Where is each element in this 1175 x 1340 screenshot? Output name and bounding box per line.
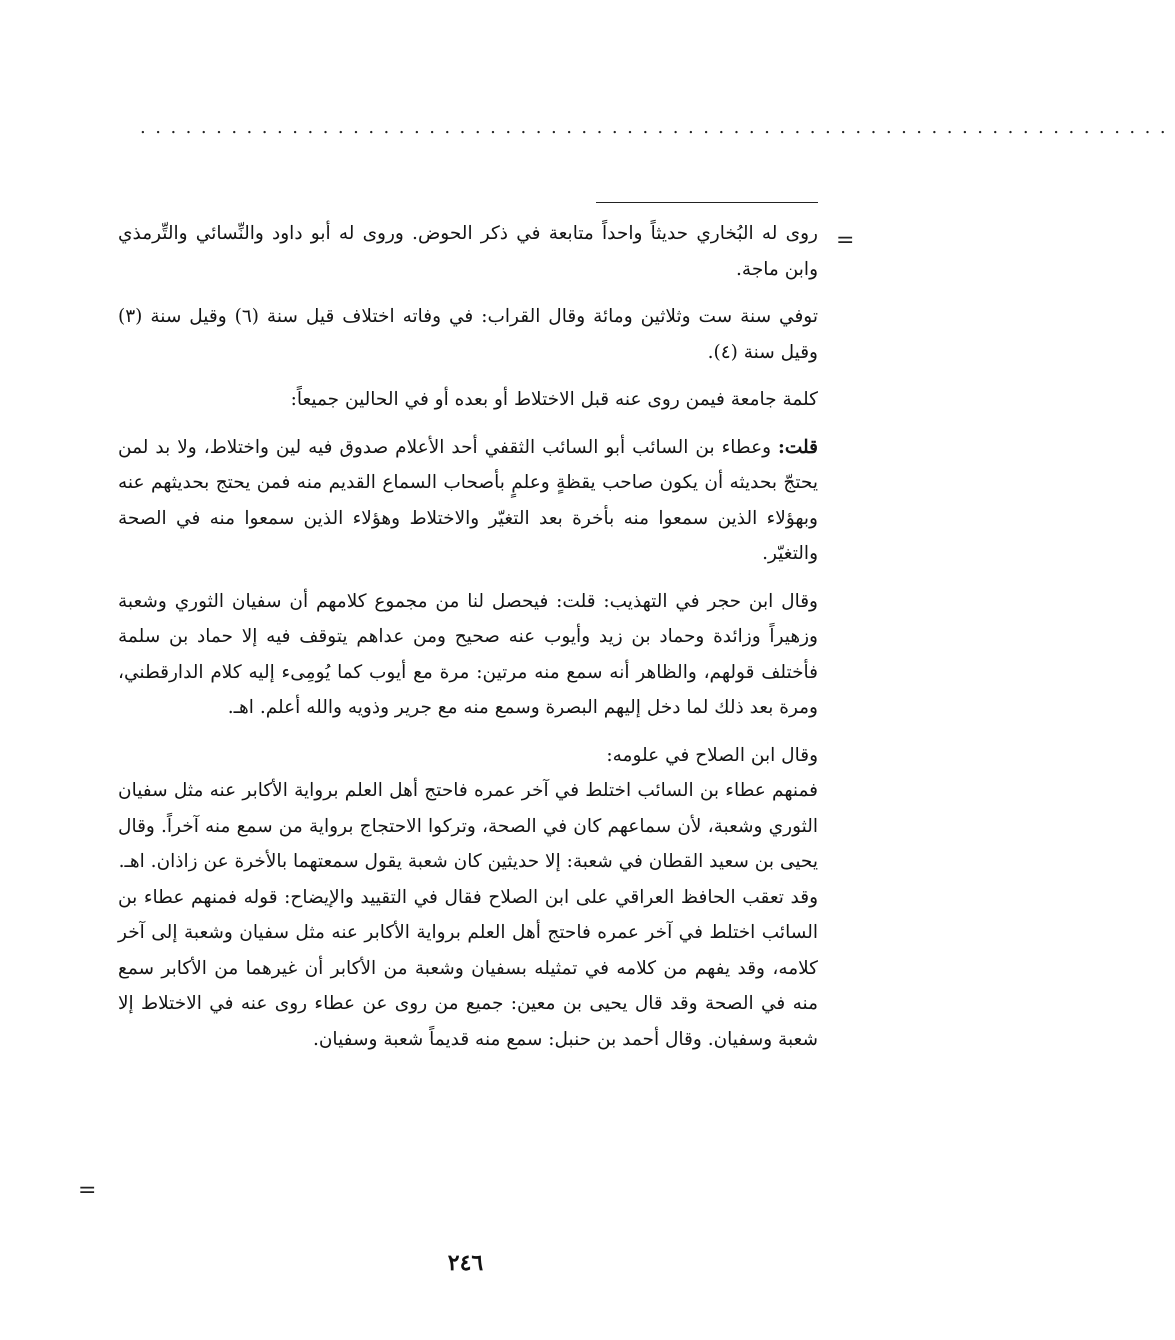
paragraph-text: وقال ابن حجر في التهذيب: قلت: فيحصل لنا من مجموع كلامهم أن سفيان الثوري وشعبة وزهيراً وزائدة وحماد بن زيد وأيوب عنه صحيح ومن عداهم يتوقف فيه إلا حماد بن سلمة فأختلف قولهم، والظاهر أنه سمع منه مرتين: مرة مع أيوب كما يُومِىء إليه كلام الدارقطني، ومرة بعد ذلك لما دخل إليهم البصرة وسمع منه مع جرير وذويه والله أعلم. اهـ. <box>118 590 818 718</box>
paragraph-death-date <box>118 299 818 370</box>
paragraph-text: روى له البُخاري حديثاً واحداً متابعة في ذكر الحوض. وروى له أبو داود والنِّسائي والتِّرمذي وابن ماجة. <box>118 223 818 280</box>
paragraph-bukhari-narration <box>118 216 818 287</box>
paragraph-iraqi <box>118 880 818 1058</box>
paragraph-ibn-hajar <box>118 584 818 726</box>
paragraph-text: توفي سنة ست وثلاثين ومائة وقال القراب: في وفاته اختلاف قيل سنة (٦) وقيل سنة (٣) وقيل سنة (٤). <box>118 306 819 363</box>
page-number: ٢٤٦ <box>447 1250 484 1276</box>
separator-dots: .................................................................... <box>140 117 1175 138</box>
paragraph-text: وقال ابن الصلاح في علومه: <box>606 744 818 766</box>
continuation-mark-bottom: = <box>78 1178 97 1203</box>
paragraph-lead: قلت: <box>778 436 818 458</box>
paragraph-text: وعطاء بن السائب أبو السائب الثقفي أحد الأعلام صدوق فيه لين واختلاط، ولا بد لمن يحتجّ بحديثه أن يكون صاحب يقظةٍ وعلمٍ بأصحاب السماع القديم منه فمن يحتج بحديثهم عنه وبهؤلاء الذين سمعوا منه بأخرة بعد التغيّر والاختلاط وهؤلاء الذين سمعوا منه في الصحة والتغيّر. <box>118 436 818 564</box>
footnote-text <box>118 216 818 1069</box>
paragraph-text: كلمة جامعة فيمن روى عنه قبل الاختلاط أو بعده أو في الحالين جميعاً: <box>290 389 818 410</box>
footnote-rule <box>596 202 818 203</box>
continuation-mark-top: = <box>836 228 855 253</box>
paragraph-qultu <box>118 430 818 572</box>
paragraph-text: فمنهم عطاء بن السائب اختلط في آخر عمره فاحتج أهل العلم برواية الأكابر عنه مثل سفيان الثوري وشعبة، لأن سماعهم كان في الصحة، وتركوا الاحتجاج برواية من سمع منه آخراً. وقال يحيى بن سعيد القطان في شعبة: إلا حديثين كان شعبة يقول سمعتهما بالأخرة عن زاذان. اهـ. <box>118 780 818 872</box>
paragraph-ibn-salah-intro <box>118 738 818 774</box>
paragraph-heading-comprehensive <box>118 382 818 418</box>
paragraph-ibn-salah-quote <box>118 773 818 880</box>
paragraph-text: وقد تعقب الحافظ العراقي على ابن الصلاح فقال في التقييد والإيضاح: قوله فمنهم عطاء بن السائب اختلط في آخر عمره فاحتج أهل العلم برواية الأكابر عنه مثل سفيان وشعبة إلى آخر كلامه، وقد يفهم من كلامه في تمثيله بسفيان وشعبة من الأكابر أن غيرهما من الأكابر سمع منه في الصحة وقد قال يحيى بن معين: جميع من روى عن عطاء روى عنه في الاختلاط إلا شعبة وسفيان. وقال أحمد بن حنبل: سمع منه قديماً شعبة وسفيان. <box>118 886 818 1050</box>
